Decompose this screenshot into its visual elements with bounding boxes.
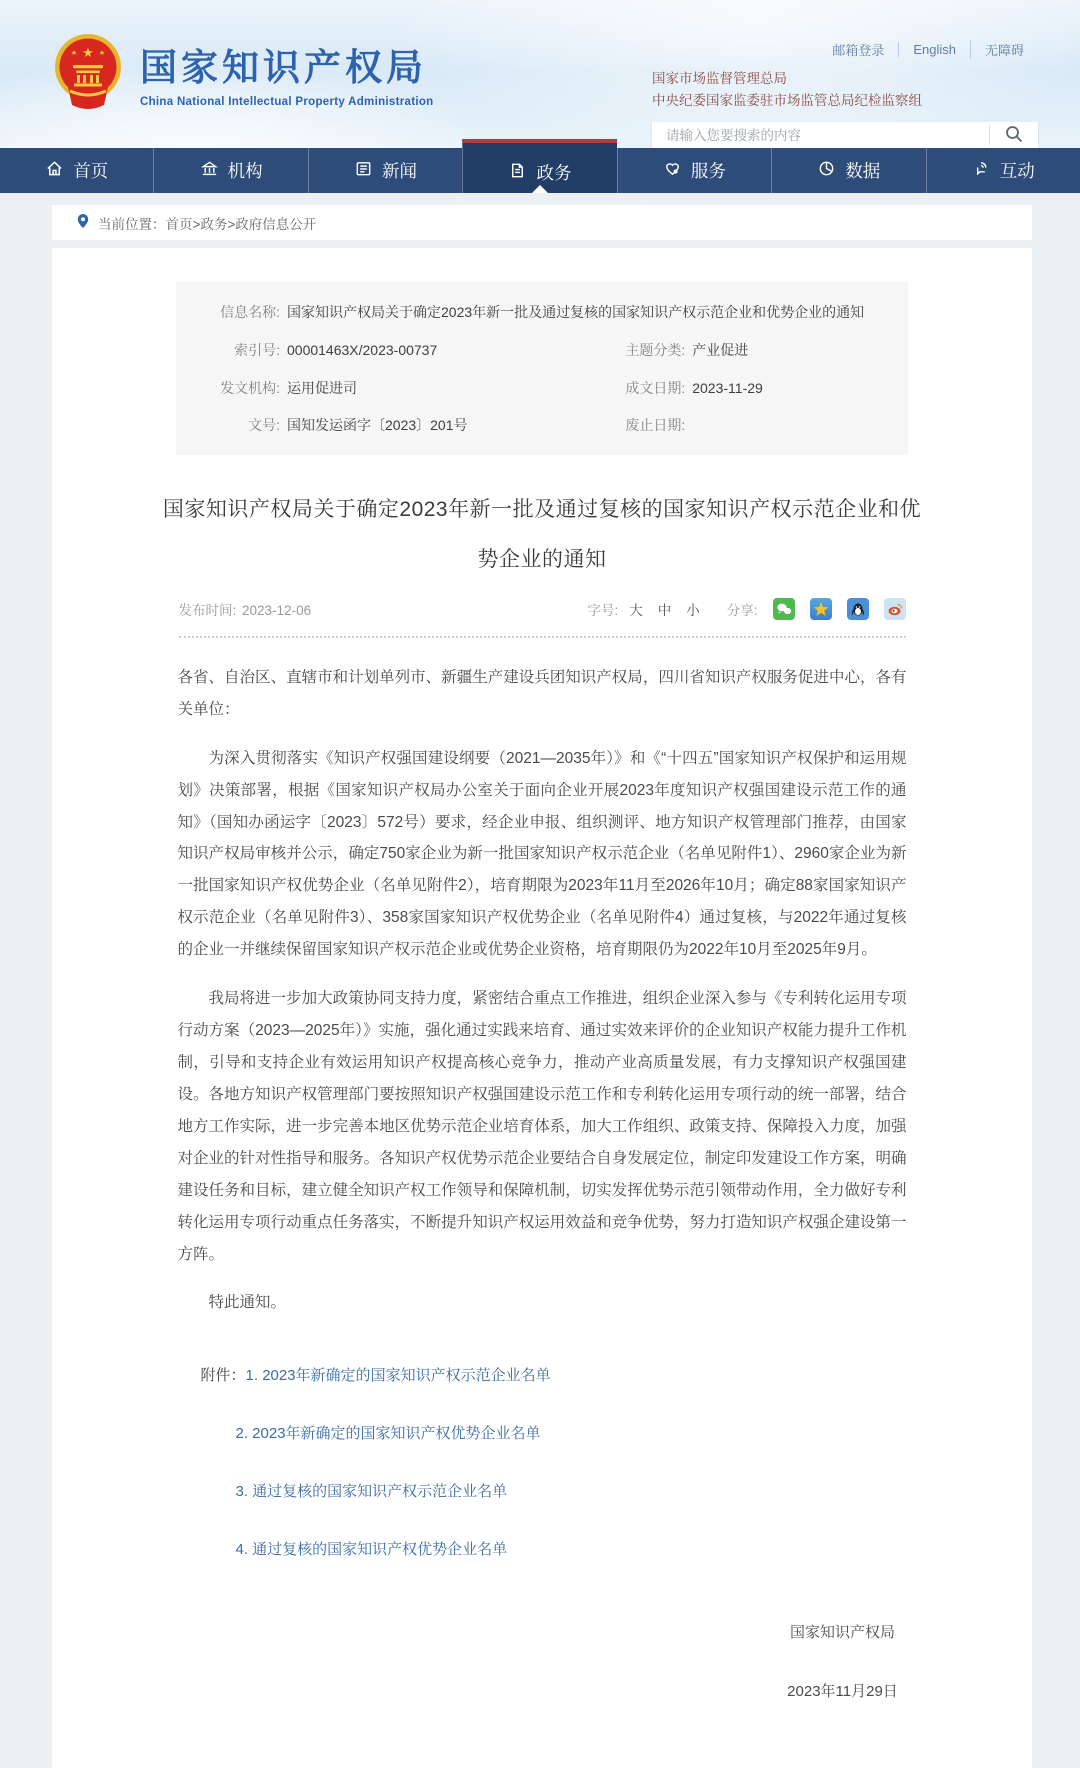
publish-time — [179, 599, 314, 619]
search-button[interactable] — [998, 122, 1030, 149]
info-agency-value: 运用促进司 — [287, 379, 357, 396]
article-title: 国家知识产权局关于确定2023年新一批及通过复核的国家知识产权示范企业和优势企业的通知 — [162, 498, 922, 571]
font-size-label: 字号: — [587, 602, 619, 618]
signature-date: 2023年11月29日 — [787, 1682, 898, 1700]
nav-item-gov-affairs[interactable] — [462, 139, 616, 193]
attachments-label: 附件： — [200, 1367, 246, 1385]
nav-label: 首页 — [73, 161, 109, 181]
main-content — [52, 248, 1032, 1768]
samr-link[interactable]: 国家市场监督管理总局 — [652, 71, 787, 86]
nav-label: 数据 — [845, 161, 881, 181]
qzone-share-icon[interactable] — [810, 598, 832, 620]
search-input[interactable] — [666, 128, 981, 143]
related-agency-links — [652, 68, 1038, 113]
svg-text:★: ★ — [70, 50, 78, 57]
info-expire-label: 废止日期: — [625, 417, 686, 434]
publish-time-label: 发布时间: — [178, 602, 237, 618]
article-body — [178, 662, 907, 1708]
article-salutation: 各省、自治区、直辖市和计划单列市、新疆生产建设兵团知识产权局，四川省知识产权服务促进中心，各有关单位： — [177, 668, 907, 718]
nav-label: 互动 — [999, 161, 1035, 181]
info-topic-label: 主题分类: — [625, 341, 686, 358]
home-icon — [45, 159, 64, 183]
service-icon — [663, 159, 682, 183]
nav-label: 服务 — [690, 161, 726, 181]
site-title: 国家知识产权局 — [140, 46, 427, 88]
attachment-link-3[interactable]: 3. 通过复核的国家知识产权示范企业名单 — [235, 1483, 508, 1501]
font-size-large-button[interactable]: 大 — [629, 602, 643, 618]
article-paragraph: 我局将进一步加大政策协同支持力度，紧密结合重点工作推进，组织企业深入参与《专利转化运用专项行动方案（2023—2025年）》实施，强化通过实践来培育、通过实效来评价的企业知识产权能力提升工作机制，引导和支持企业有效运用知识产权提高核心竞争力，推动产业高质量发展，有力支撑知识产权强国建设。各地方知识产权管理部门要按照知识产权强国建设示范工作和专利转化运用专项行动的统一部署，结合地方工作实际，进一步完善本地区优势示范企业培育体系，加大工作组织、政策支持、保障投入力度，加强对企业的针对性指导和服务。各知识产权优势示范企业要结合自身发展定位，制定印发建设工作方案，明确建设任务和目标，建立健全知识产权工作领导和保障机制，切实发挥优势示范引领带动作用，全力做好专利转化运用专项行动重点任务落实，不断提升知识产权运用效益和竞争优势，努力打造知识产权强企建设第一方阵。 — [177, 990, 907, 1263]
site-title-en: China National Intellectual Property Administration — [140, 95, 434, 108]
article-paragraph: 为深入贯彻落实《知识产权强国建设纲要（2021—2035年）》和《“十四五”国家知识产权保护和运用规划》决策部署，根据《国家知识产权局办公室关于面向企业开展2023年度知识产权强国建设示范工作的通知》（国知办函运字〔2023〕572号）要求，经企业申报、组织测评、地方知识产权管理部门推荐，由国家知识产权局审核并公示，确定750家企业为新一批国家知识产权示范企业（名单见附件1）、2960家企业为新一批国家知识产权优势企业（名单见附件2），培育期限为2023年11月至2026年10月；确定88家国家知识产权示范企业（名单见附件3）、358家国家知识产权优势企业（名单见附件4）通过复核，与2022年通过复核的企业一并继续保留国家知识产权示范企业或优势企业资格，培育期限仍为2022年10月至2025年9月。 — [177, 749, 907, 959]
info-written-date-label: 成文日期: — [625, 379, 686, 396]
data-icon — [817, 159, 836, 183]
signature-agency: 国家知识产权局 — [789, 1623, 895, 1641]
info-expire-value — [685, 407, 692, 445]
accessibility-link[interactable]: 无障碍 — [970, 40, 1038, 59]
nav-item-data[interactable] — [771, 148, 925, 193]
mail-login-link[interactable]: 邮箱登录 — [832, 43, 885, 58]
info-name-label: 信息名称: — [220, 304, 280, 320]
attachment-link-4[interactable]: 4. 通过复核的国家知识产权优势企业名单 — [235, 1541, 508, 1559]
attachment-link-1[interactable]: 1. 2023年新确定的国家知识产权示范企业名单 — [245, 1367, 551, 1385]
header-utility-links — [818, 40, 1038, 59]
nav-item-interaction[interactable] — [926, 148, 1080, 193]
search-box — [652, 122, 1038, 149]
info-index-value: 00001463X/2023-00737 — [287, 341, 438, 358]
institution-icon — [200, 159, 219, 183]
breadcrumb-path[interactable]: 首页>政务>政府信息公开 — [165, 216, 317, 232]
magnifier-icon — [1004, 124, 1024, 147]
info-agency-label: 发文机构: — [220, 379, 280, 396]
article-meta-row — [179, 598, 906, 620]
info-table — [176, 282, 908, 455]
nav-item-home[interactable] — [0, 148, 153, 193]
signature-block — [773, 1618, 913, 1708]
info-topic-value: 产业促进 — [692, 341, 749, 358]
attachment-link-2[interactable]: 2. 2023年新确定的国家知识产权优势企业名单 — [235, 1425, 541, 1443]
svg-text:★: ★ — [82, 45, 94, 60]
svg-text:★: ★ — [98, 50, 106, 57]
site-header — [0, 0, 1080, 148]
nav-label: 新闻 — [382, 161, 418, 181]
attachments-list — [178, 1361, 907, 1566]
share-label: 分享: — [726, 602, 758, 618]
article-paragraph: 特此通知。 — [208, 1294, 287, 1312]
gov-affairs-icon — [508, 161, 527, 185]
nav-item-news[interactable] — [308, 148, 462, 193]
info-name-value: 国家知识产权局关于确定2023年新一批及通过复核的国家知识产权示范企业和优势企业的通知 — [287, 304, 865, 320]
weibo-share-icon[interactable] — [884, 598, 906, 620]
font-size-small-button[interactable]: 小 — [686, 602, 700, 618]
breadcrumb — [52, 205, 1032, 240]
publish-time-value: 2023-12-06 — [242, 602, 312, 618]
divider — [179, 636, 906, 638]
location-pin-icon — [76, 213, 98, 232]
info-doc-no-label: 文号: — [248, 417, 280, 434]
search-divider — [989, 125, 990, 145]
wechat-share-icon[interactable] — [773, 598, 795, 620]
nav-item-service[interactable] — [617, 148, 771, 193]
info-written-date-value: 2023-11-29 — [692, 379, 763, 396]
breadcrumb-label: 当前位置： — [98, 216, 166, 232]
nav-item-institution[interactable] — [153, 148, 307, 193]
info-index-label: 索引号: — [234, 341, 280, 358]
interaction-icon — [972, 159, 991, 183]
qq-share-icon[interactable] — [847, 598, 869, 620]
font-size-medium-button[interactable]: 中 — [657, 602, 672, 618]
info-doc-no-value: 国知发运函字〔2023〕201号 — [287, 417, 468, 434]
nav-label: 机构 — [227, 161, 263, 181]
news-icon — [354, 159, 373, 183]
main-nav — [0, 148, 1080, 193]
nav-label: 政务 — [536, 163, 572, 183]
site-logo[interactable] — [52, 26, 433, 118]
english-link[interactable]: English — [898, 42, 970, 57]
discipline-inspection-link[interactable]: 中央纪委国家监委驻市场监管总局纪检监察组 — [652, 93, 922, 109]
national-emblem-icon — [52, 31, 124, 113]
